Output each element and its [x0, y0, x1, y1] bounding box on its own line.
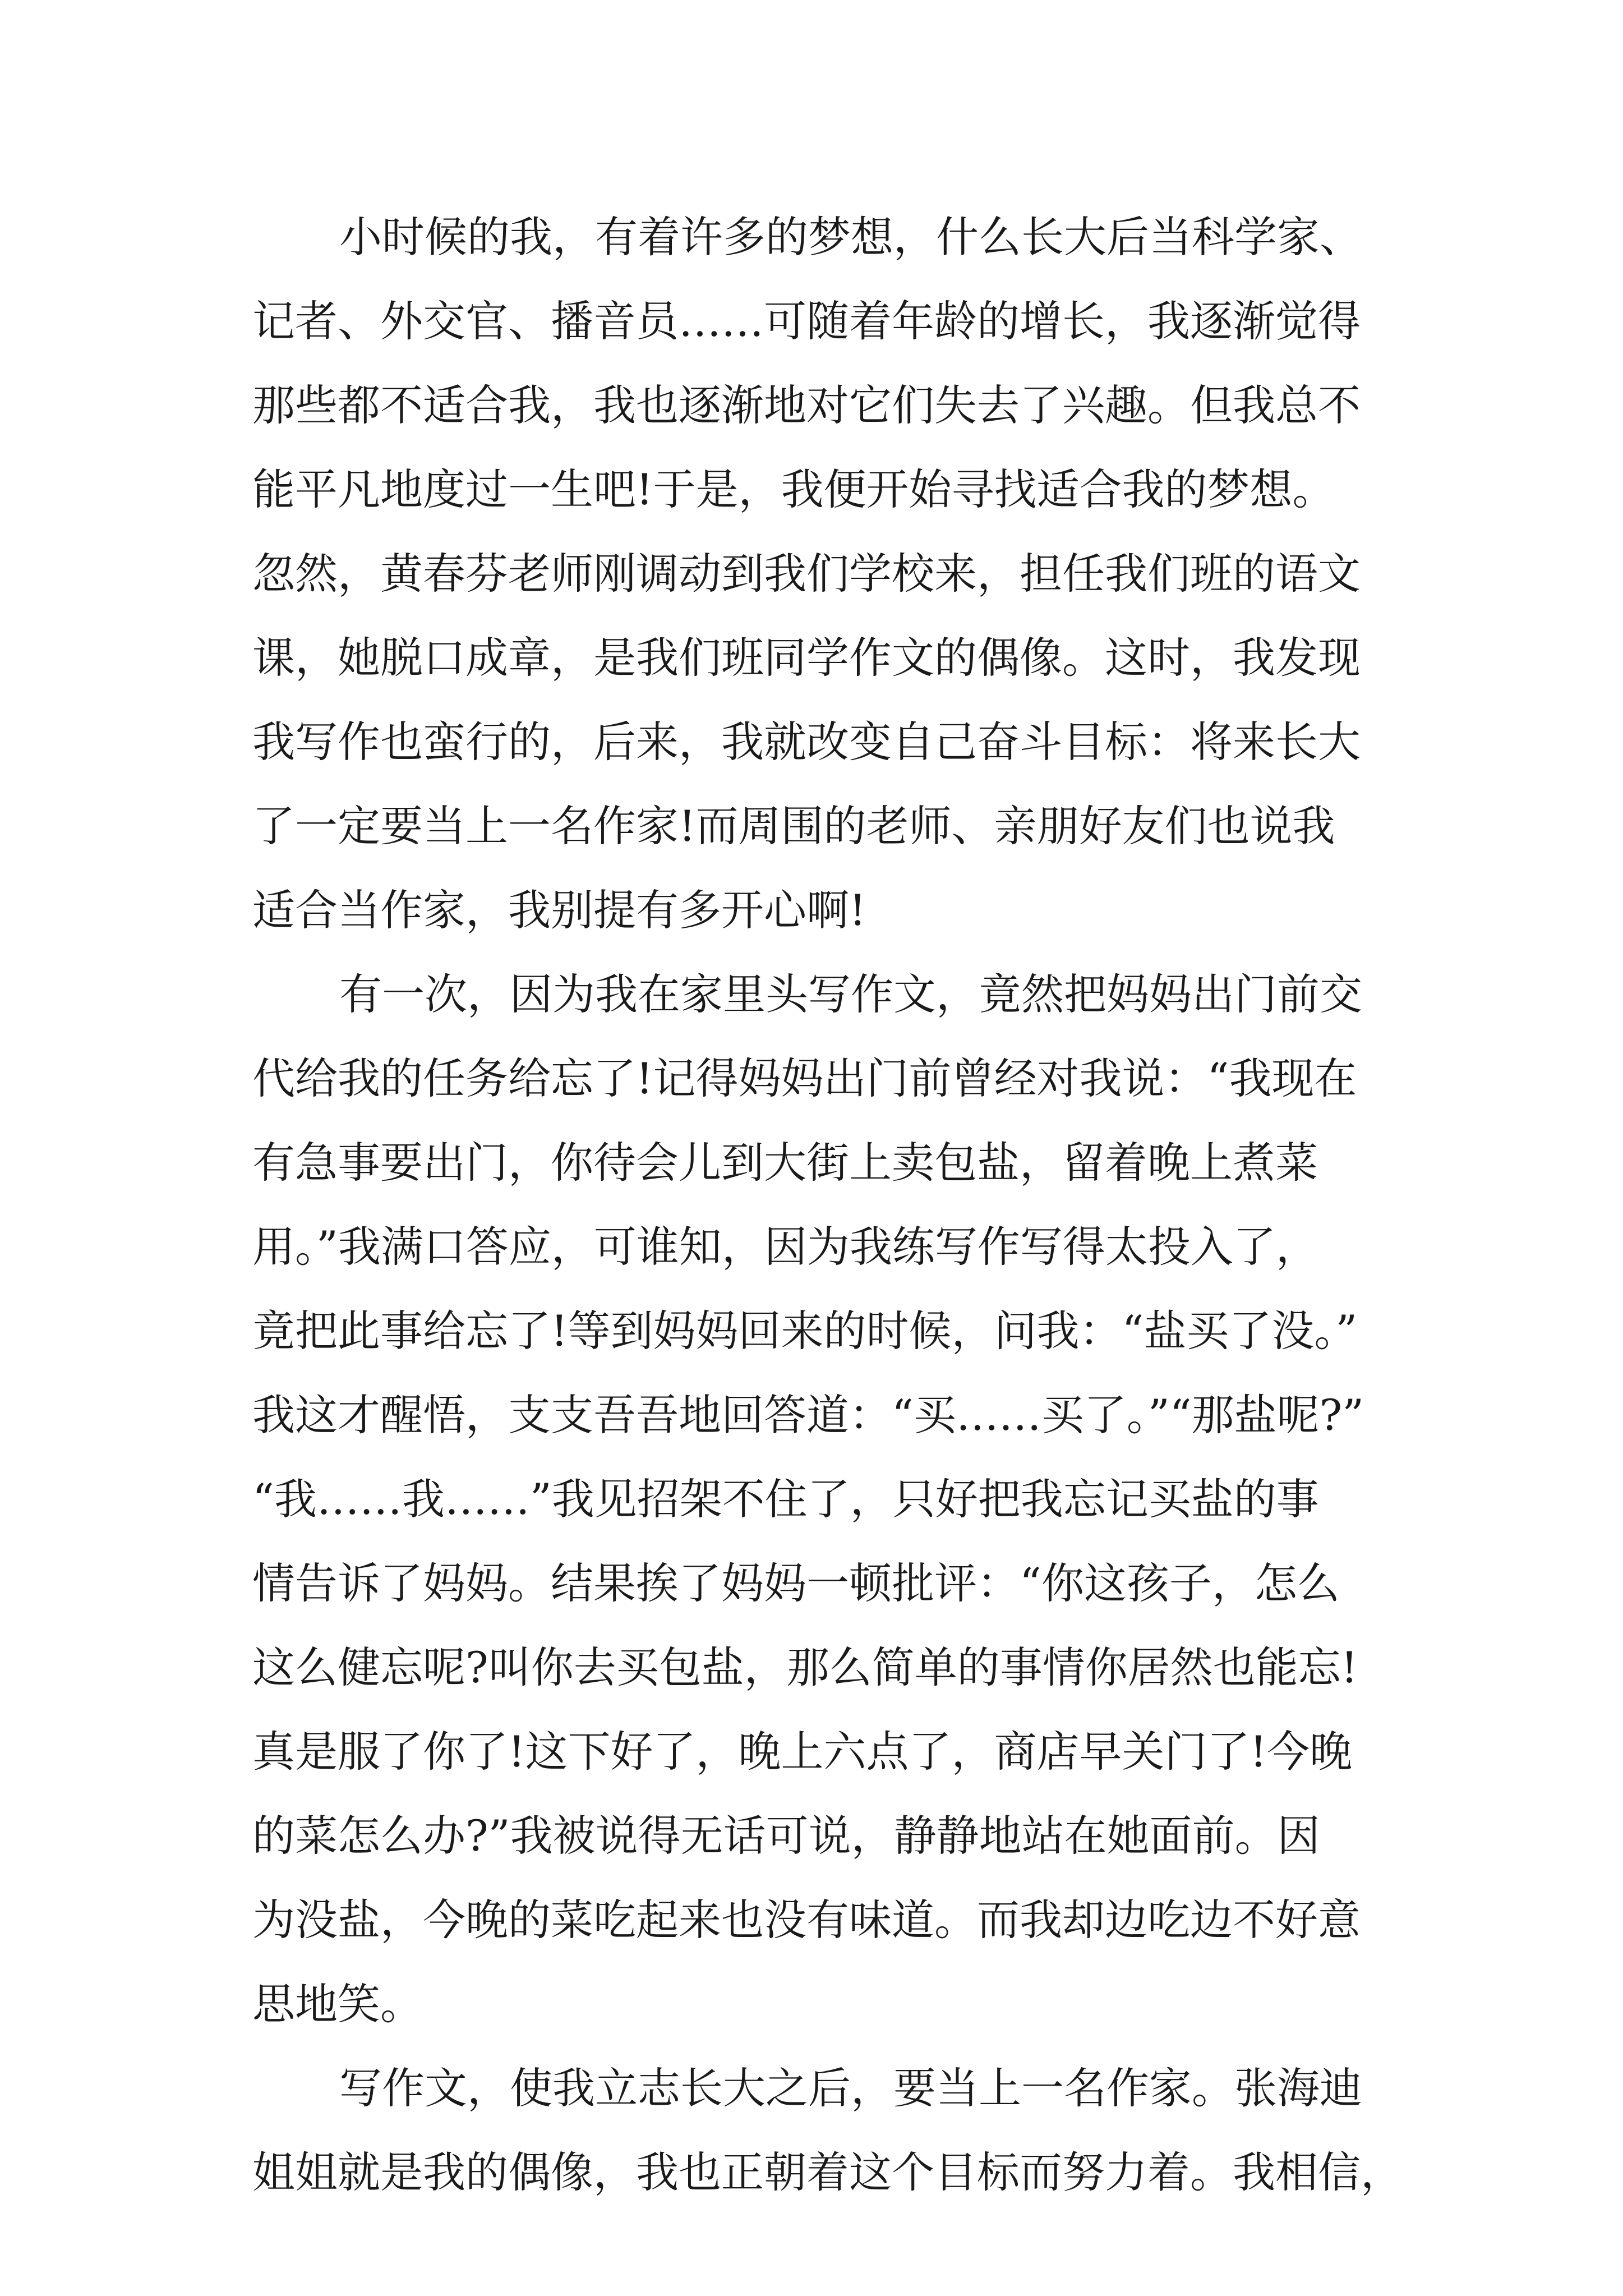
paragraph-1-line-7: 我写作也蛮行的，后来，我就改变自己奋斗目标：将来长大 [252, 717, 1361, 767]
paragraph-2-line-8: 情告诉了妈妈。结果挨了妈妈一顿批评：“你这孩子，怎么 [252, 1558, 1340, 1608]
paragraph-1-line-1: 小时候的我，有着许多的梦想，什么长大后当科学家、 [339, 212, 1362, 262]
paragraph-2-line-3: 有急事要出门，你待会儿到大街上卖包盐，留着晚上煮菜 [252, 1138, 1318, 1188]
paragraph-1-line-2: 记者、外交官、播音员……可随着年龄的增长，我逐渐觉得 [252, 296, 1361, 346]
paragraph-3-line-2: 姐姐就是我的偶像，我也正朝着这个目标而努力着。我相信， [252, 2147, 1403, 2197]
paragraph-2-line-2: 代给我的任务给忘了!记得妈妈出门前曾经对我说：“我现在 [252, 1053, 1357, 1103]
paragraph-1-line-5: 忽然，黄春芬老师刚调动到我们学校来，担任我们班的语文 [252, 549, 1361, 599]
paragraph-2-line-9: 这么健忘呢?叫你去买包盐，那么简单的事情你居然也能忘! [252, 1642, 1358, 1692]
paragraph-2-line-1: 有一次，因为我在家里头写作文，竟然把妈妈出门前交 [339, 969, 1362, 1019]
paragraph-2-line-4: 用。”我满口答应，可谁知，因为我练写作写得太投入了， [252, 1222, 1318, 1272]
paragraph-2-line-12: 为没盐，今晚的菜吃起来也没有味道。而我却边吃边不好意 [252, 1895, 1361, 1945]
paragraph-3-line-1: 写作文，使我立志长大之后，要当上一名作家。张海迪 [339, 2063, 1362, 2113]
paragraph-1-line-4: 能平凡地度过一生吧!于是，我便开始寻找适合我的梦想。 [252, 464, 1335, 514]
paragraph-2-line-11: 的菜怎么办?”我被说得无话可说，静静地站在她面前。因 [252, 1811, 1320, 1861]
paragraph-2-line-7: “我……我……”我见招架不住了，只好把我忘记买盐的事 [252, 1474, 1319, 1524]
paragraph-2-line-13: 思地笑。 [252, 1979, 423, 2029]
paragraph-1-line-3: 那些都不适合我，我也逐渐地对它们失去了兴趣。但我总不 [252, 380, 1361, 430]
paragraph-2-line-10: 真是服了你了!这下好了，晚上六点了，商店早关门了!今晚 [252, 1727, 1353, 1777]
paragraph-2-line-6: 我这才醒悟，支支吾吾地回答道：“买……买了。”“那盐呢?” [252, 1390, 1364, 1440]
paragraph-1-line-6: 课，她脱口成章，是我们班同学作文的偶像。这时，我发现 [252, 633, 1361, 683]
paragraph-2-line-5: 竟把此事给忘了!等到妈妈回来的时候，问我：“盐买了没。” [252, 1306, 1358, 1356]
paragraph-1-line-8: 了一定要当上一名作家!而周围的老师、亲朋好友们也说我 [252, 801, 1335, 851]
paragraph-1-line-9: 适合当作家，我别提有多开心啊! [252, 885, 866, 935]
